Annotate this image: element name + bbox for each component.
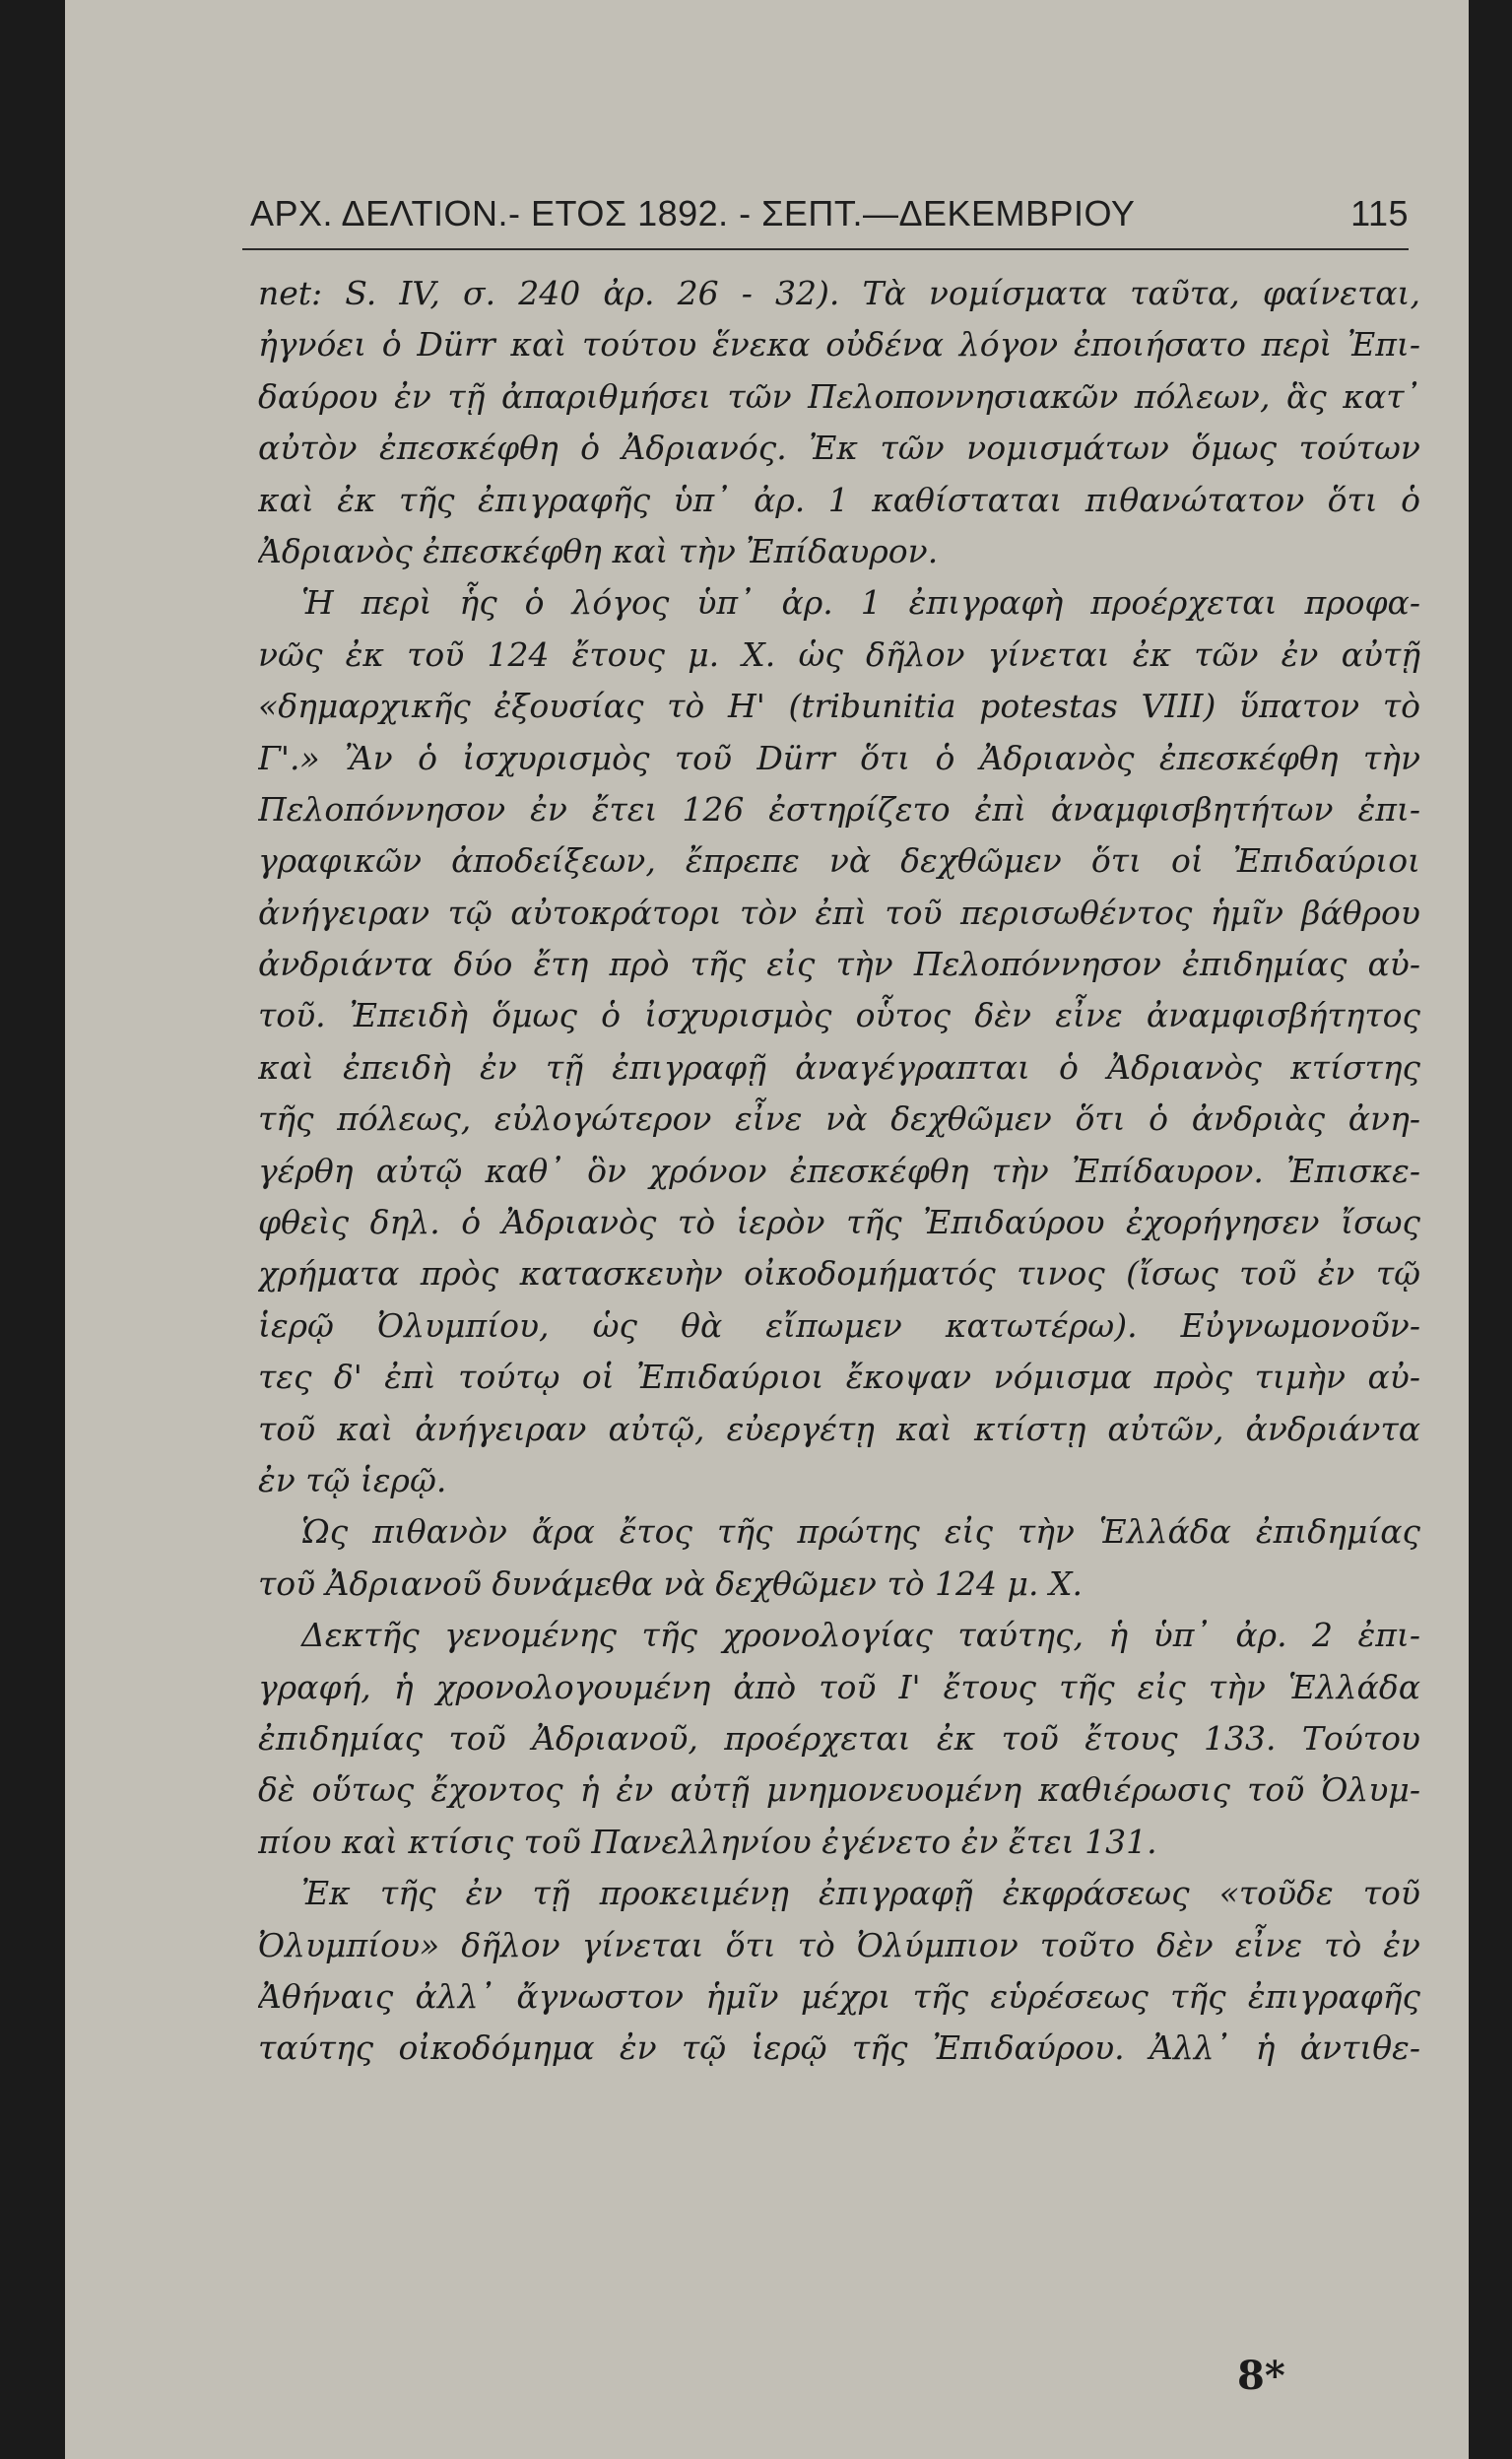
text-line: γραφικῶν ἀποδείξεων, ἔπρεπε νὰ δεχθῶμεν ὅτι οἱ Ἐπιδαύριοι	[258, 841, 1420, 881]
text-line: Πελοπόννησον ἐν ἔτει 126 ἐστηρίζετο ἐπὶ ἀναμφισβητήτων ἐπι-	[258, 789, 1420, 829]
text-line: Δεκτῆς γενομένης τῆς χρονολογίας ταύτης, ἡ ὑπ᾽ ἀρ. 2 ἐπι-	[301, 1616, 1420, 1655]
text-line: τοῦ Ἀδριανοῦ δυνάμεθα νὰ δεχθῶμεν τὸ 124 μ. Χ.	[258, 1563, 1083, 1603]
text-line: δὲ οὕτως ἔχοντος ἡ ἐν αὐτῇ μνημονευομένη καθιέρωσις τοῦ Ὀλυμ-	[258, 1770, 1420, 1810]
text-line: Γ'.» Ἂν ὁ ἰσχυρισμὸς τοῦ Dürr ὅτι ὁ Ἀδριανὸς ἐπεσκέφθη τὴν	[258, 738, 1420, 777]
text-line: Ἀθήναις ἀλλ᾽ ἄγνωστον ἡμῖν μέχρι τῆς εὑρέσεως τῆς ἐπιγραφῆς	[258, 1976, 1420, 2016]
text-line: ἠγνόει ὁ Dürr καὶ τούτου ἕνεκα οὐδένα λόγον ἐποιήσατο περὶ Ἐπι-	[258, 325, 1420, 365]
text-line: τοῦ καὶ ἀνήγειραν αὐτῷ, εὐεργέτῃ καὶ κτίστῃ αὐτῶν, ἀνδριάντα	[258, 1409, 1420, 1448]
text-line: χρήματα πρὸς κατασκευὴν οἰκοδομήματός τινος (ἴσως τοῦ ἐν τῷ	[258, 1254, 1420, 1294]
body-text	[258, 268, 1420, 2075]
text-line: τῆς πόλεως, εὐλογώτερον εἶνε νὰ δεχθῶμεν ὅτι ὁ ἀνδριὰς ἀνη-	[258, 1099, 1420, 1139]
text-line: Ὀλυμπίου» δῆλον γίνεται ὅτι τὸ Ὀλύμπιον τοῦτο δὲν εἶνε τὸ ἐν	[258, 1925, 1420, 1964]
page-number: 115	[1350, 193, 1409, 233]
text-line: τες δ' ἐπὶ τούτῳ οἱ Ἐπιδαύριοι ἔκοψαν νόμισμα πρὸς τιμὴν αὐ-	[258, 1358, 1420, 1397]
text-line: Ὡς πιθανὸν ἄρα ἔτος τῆς πρώτης εἰς τὴν Ἑλλάδα ἐπιδημίας	[301, 1512, 1420, 1552]
text-line: φθεὶς δηλ. ὁ Ἀδριανὸς τὸ ἱερὸν τῆς Ἐπιδαύρου ἐχορήγησεν ἴσως	[258, 1203, 1420, 1242]
text-line: Ἐκ τῆς ἐν τῇ προκειμένῃ ἐπιγραφῇ ἐκφράσεως «τοῦδε τοῦ	[301, 1874, 1420, 1913]
text-line: Ἀδριανὸς ἐπεσκέφθη καὶ τὴν Ἐπίδαυρον.	[258, 531, 939, 570]
text-line: δαύρου ἐν τῇ ἀπαριθμήσει τῶν Πελοποννησιακῶν πόλεων, ἃς κατ᾽	[258, 376, 1420, 416]
header-rule	[242, 248, 1409, 250]
text-line: Ἡ περὶ ἧς ὁ λόγος ὑπ᾽ ἀρ. 1 ἐπιγραφὴ προέρχεται προφα-	[301, 583, 1420, 623]
text-line: net: S. IV, σ. 240 ἀρ. 26 - 32). Τὰ νομίσματα ταῦτα, φαίνεται,	[258, 274, 1420, 312]
signature-mark: 8*	[1237, 2353, 1285, 2399]
text-line: πίου καὶ κτίσις τοῦ Πανελληνίου ἐγένετο ἐν ἔτει 131.	[258, 1822, 1157, 1861]
text-line: νῶς ἐκ τοῦ 124 ἔτους μ. Χ. ὡς δῆλον γίνεται ἐκ τῶν ἐν αὐτῇ	[258, 634, 1420, 674]
text-line: ἀνδριάντα δύο ἔτη πρὸ τῆς εἰς τὴν Πελοπόννησον ἐπιδημίας αὐ-	[258, 945, 1420, 984]
text-line: ἀνήγειραν τῷ αὐτοκράτορι τὸν ἐπὶ τοῦ περισωθέντος ἡμῖν βάθρου	[258, 893, 1420, 932]
text-line: αὐτὸν ἐπεσκέφθη ὁ Ἀδριανός. Ἐκ τῶν νομισμάτων ὅμως τούτων	[258, 429, 1420, 468]
text-line: ἱερῷ Ὀλυμπίου, ὡς θὰ εἴπωμεν κατωτέρω). Εὐγνωμονοῦν-	[258, 1305, 1420, 1345]
text-line: ταύτης οἰκοδόμημα ἐν τῷ ἱερῷ τῆς Ἐπιδαύρου. Ἀλλ᾽ ἡ ἀντιθε-	[258, 2028, 1420, 2068]
text-line: καὶ ἐπειδὴ ἐν τῇ ἐπιγραφῇ ἀναγέγραπται ὁ Ἀδριανὸς κτίστης	[258, 1047, 1420, 1087]
text-line: «δημαρχικῆς ἐξουσίας τὸ Η' (tribunitia potestas VIII) ὕπατον τὸ	[258, 687, 1420, 726]
text-line: γέρθη αὐτῷ καθ᾽ ὃν χρόνον ἐπεσκέφθη τὴν Ἐπίδαυρον. Ἐπισκε-	[258, 1151, 1420, 1190]
text-line: τοῦ. Ἐπειδὴ ὅμως ὁ ἰσχυρισμὸς οὗτος δὲν εἶνε ἀναμφισβήτητος	[258, 996, 1420, 1035]
text-line: ἐπιδημίας τοῦ Ἀδριανοῦ, προέρχεται ἐκ τοῦ ἔτους 133. Τούτου	[258, 1718, 1420, 1758]
text-line: καὶ ἐκ τῆς ἐπιγραφῆς ὑπ᾽ ἀρ. 1 καθίσταται πιθανώτατον ὅτι ὁ	[258, 480, 1420, 519]
book-page	[65, 0, 1469, 2459]
text-line: ἐν τῷ ἱερῷ.	[258, 1460, 447, 1499]
text-line: γραφή, ἡ χρονολογουμένη ἀπὸ τοῦ Ι' ἔτους τῆς εἰς τὴν Ἑλλάδα	[258, 1667, 1420, 1706]
running-title: ΑΡΧ. ΔΕΛΤΙΟΝ.- ΕΤΟΣ 1892. - ΣΕΠΤ.—ΔΕΚΕΜΒΡΙΟΥ	[250, 193, 1136, 233]
running-header	[250, 187, 1409, 238]
